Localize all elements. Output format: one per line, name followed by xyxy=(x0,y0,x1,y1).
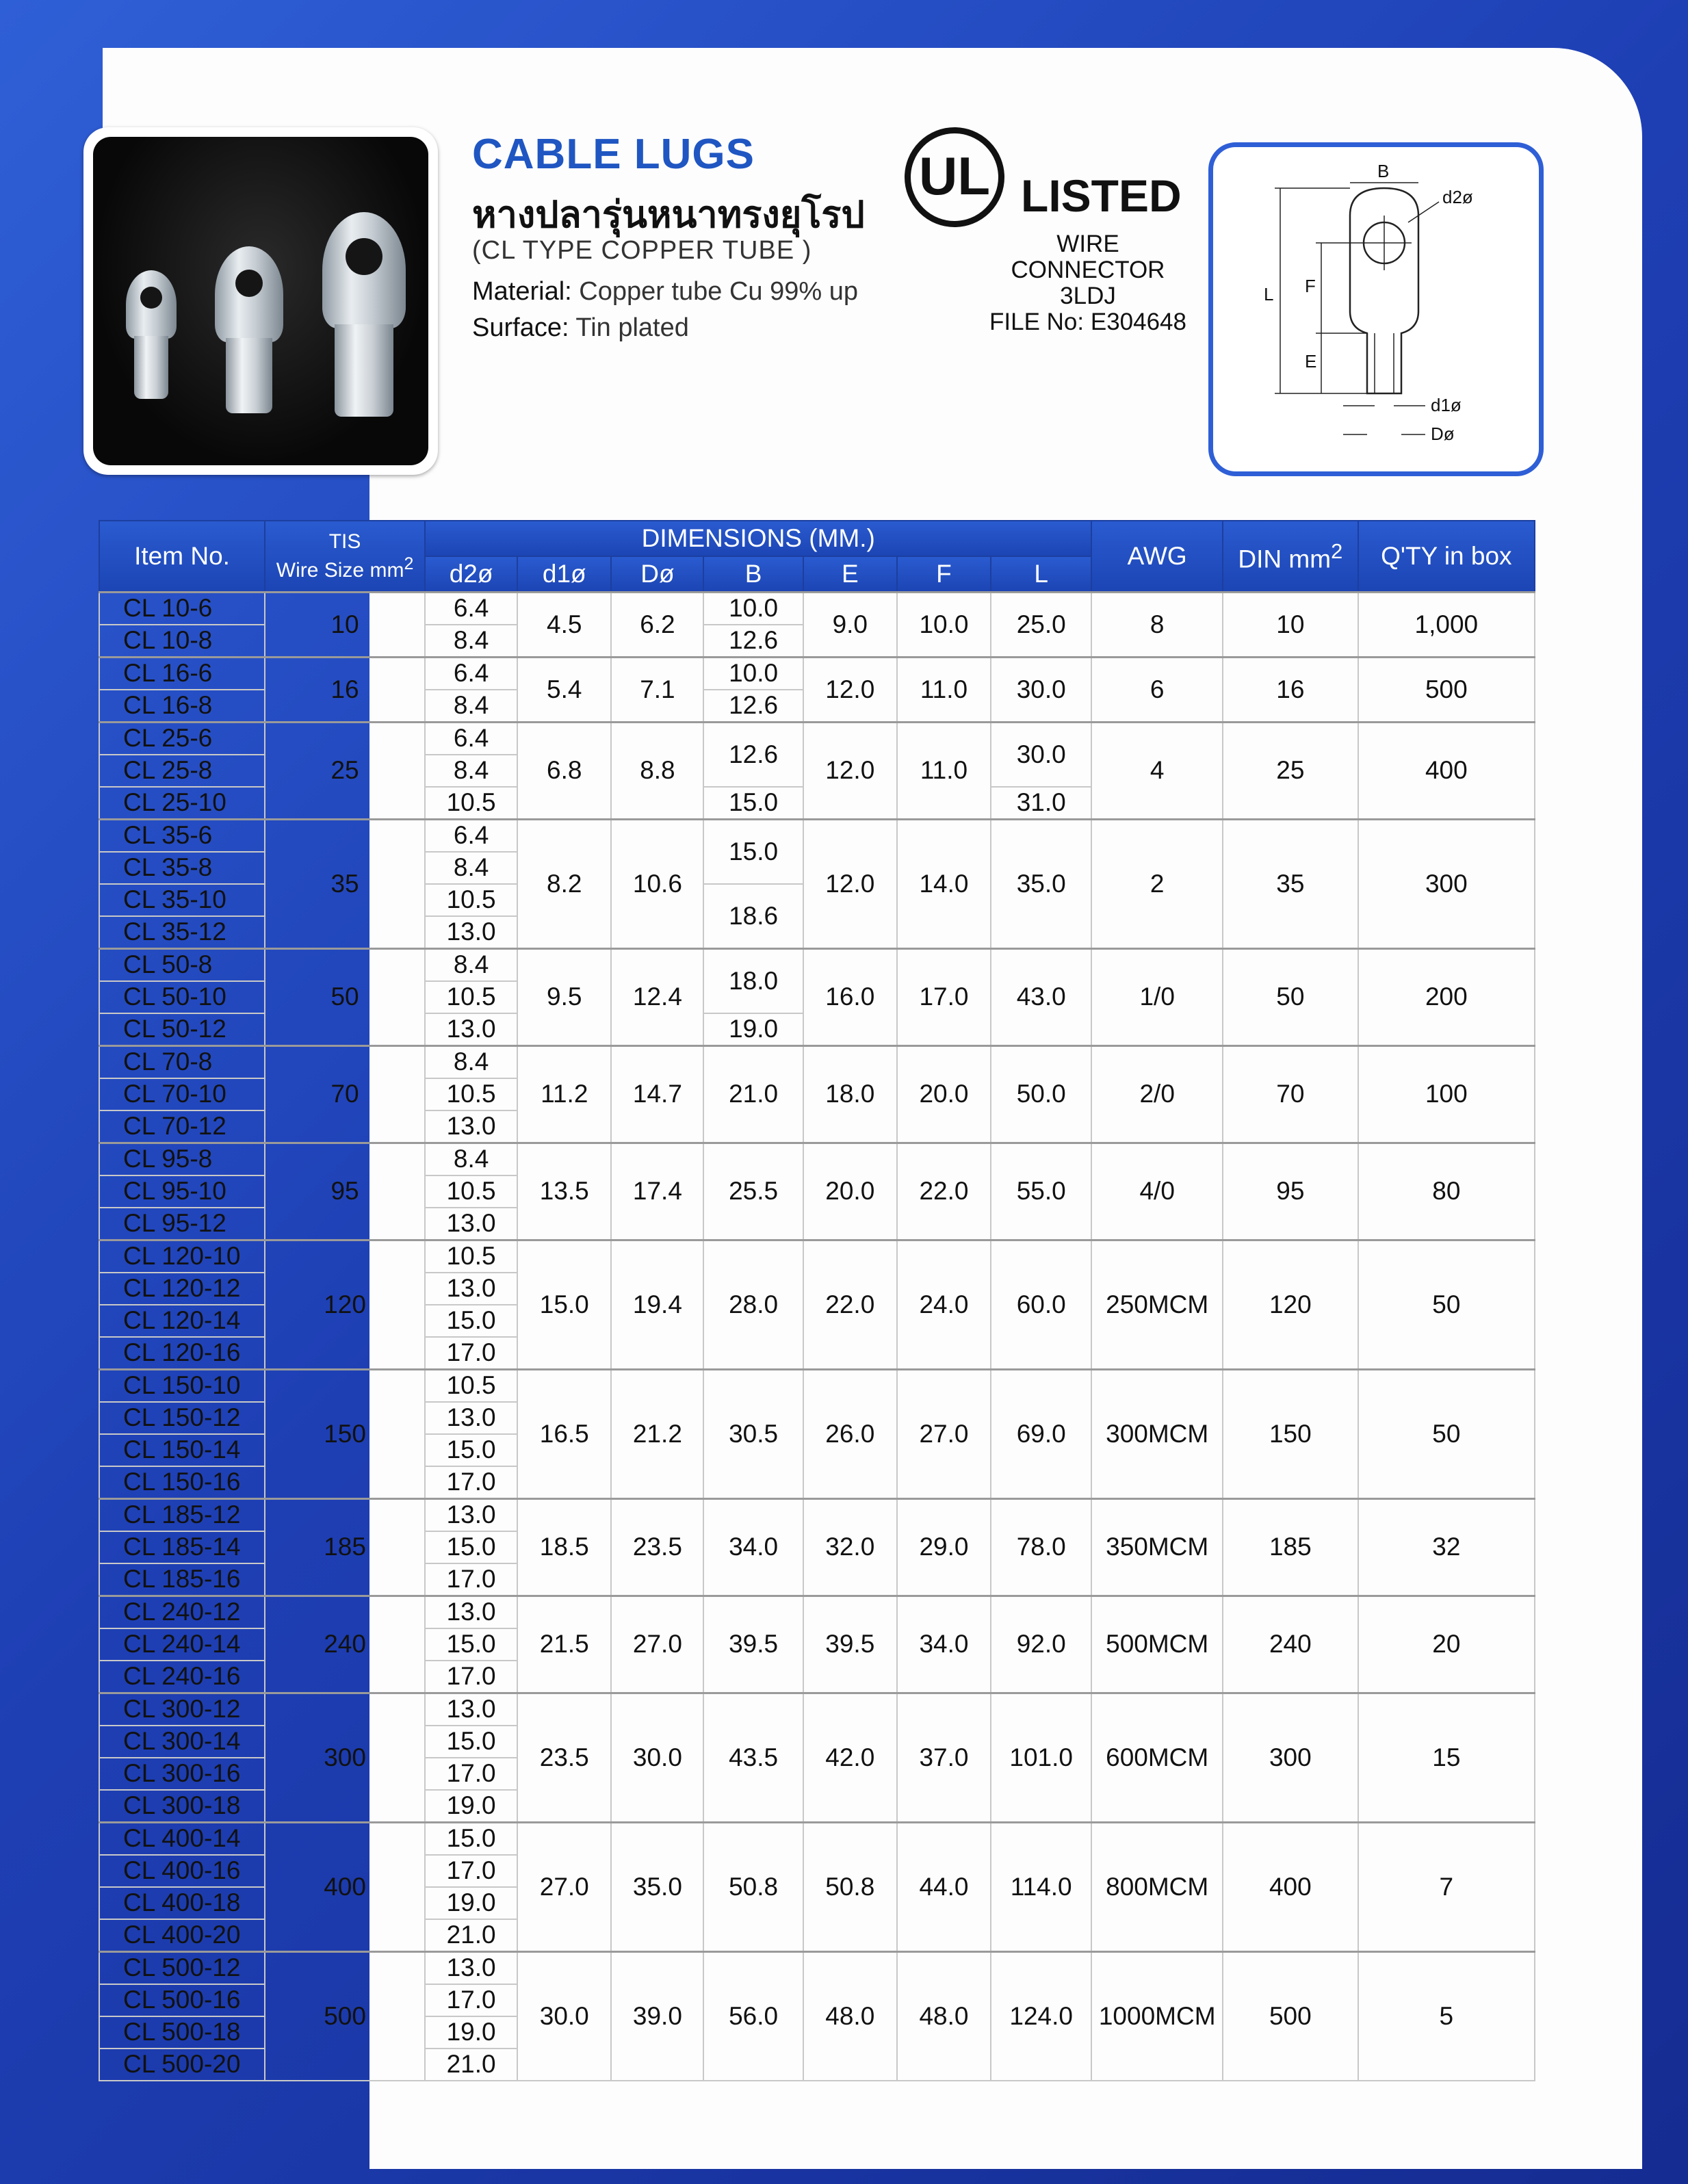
item-number: CL 10-6 xyxy=(99,592,265,625)
item-number: CL 16-6 xyxy=(99,657,265,690)
d1-value: 6.8 xyxy=(517,722,611,819)
qty-value: 400 xyxy=(1358,722,1535,819)
d1-value: 9.5 xyxy=(517,948,611,1045)
item-number: CL 185-16 xyxy=(99,1563,265,1596)
item-number: CL 300-12 xyxy=(99,1693,265,1726)
d2-value: 10.5 xyxy=(425,787,517,820)
ul-listed-text: LISTED xyxy=(1021,170,1182,221)
header-tis-line1: TIS xyxy=(328,530,361,553)
d2-value: 17.0 xyxy=(425,1984,517,2016)
d1-value: 13.5 xyxy=(517,1143,611,1240)
b-value: 15.0 xyxy=(703,787,803,820)
header-din-sup: 2 xyxy=(1331,538,1343,563)
tis-wire-size: 120 xyxy=(265,1240,425,1369)
item-number: CL 35-6 xyxy=(99,819,265,852)
big-d-value: 12.4 xyxy=(611,948,703,1045)
din-value: 35 xyxy=(1223,819,1358,948)
spec-table-body xyxy=(99,592,1535,2081)
material-label: Material: xyxy=(472,277,572,306)
header-big-d: Dø xyxy=(611,556,703,592)
item-number: CL 120-14 xyxy=(99,1305,265,1337)
label-e: E xyxy=(1305,351,1317,372)
d2-value: 15.0 xyxy=(425,1726,517,1758)
d1-value: 15.0 xyxy=(517,1240,611,1369)
din-value: 25 xyxy=(1223,722,1358,819)
big-d-value: 7.1 xyxy=(611,657,703,722)
label-b: B xyxy=(1377,161,1390,181)
big-d-value: 8.8 xyxy=(611,722,703,819)
d2-value: 19.0 xyxy=(425,2016,517,2049)
d2-value: 8.4 xyxy=(425,852,517,884)
f-value: 10.0 xyxy=(897,592,991,657)
e-value: 12.0 xyxy=(803,819,897,948)
e-value: 22.0 xyxy=(803,1240,897,1369)
table-row xyxy=(99,1045,1535,1078)
page-title: CABLE LUGS xyxy=(472,131,755,178)
awg-value: 1/0 xyxy=(1091,948,1223,1045)
tis-wire-size: 70 xyxy=(265,1045,425,1143)
item-number: CL 95-12 xyxy=(99,1208,265,1240)
awg-value: 600MCM xyxy=(1091,1693,1223,1822)
item-number: CL 400-18 xyxy=(99,1887,265,1919)
d2-value: 17.0 xyxy=(425,1855,517,1887)
d2-value: 8.4 xyxy=(425,1143,517,1175)
ul-line-3: FILE No: E304648 xyxy=(989,309,1186,335)
awg-value: 300MCM xyxy=(1091,1369,1223,1498)
d2-value: 10.5 xyxy=(425,1078,517,1110)
d1-value: 5.4 xyxy=(517,657,611,722)
label-d2: d2ø xyxy=(1442,187,1473,207)
awg-value: 500MCM xyxy=(1091,1596,1223,1693)
item-number: CL 120-10 xyxy=(99,1240,265,1273)
qty-value: 7 xyxy=(1358,1822,1535,1951)
surface-line xyxy=(472,313,689,343)
l-value: 114.0 xyxy=(991,1822,1091,1951)
b-value: 43.5 xyxy=(703,1693,803,1822)
item-number: CL 25-10 xyxy=(99,787,265,820)
item-number: CL 70-8 xyxy=(99,1045,265,1078)
awg-value: 4 xyxy=(1091,722,1223,819)
header-l: L xyxy=(991,556,1091,592)
ul-line-2: 3LDJ xyxy=(1060,283,1116,309)
d2-value: 13.0 xyxy=(425,1951,517,1984)
b-value: 12.6 xyxy=(703,625,803,658)
l-value: 43.0 xyxy=(991,948,1091,1045)
big-d-value: 30.0 xyxy=(611,1693,703,1822)
b-value: 30.5 xyxy=(703,1369,803,1498)
tis-wire-size: 240 xyxy=(265,1596,425,1693)
item-number: CL 150-14 xyxy=(99,1434,265,1466)
big-d-value: 10.6 xyxy=(611,819,703,948)
surface-label: Surface: xyxy=(472,313,569,342)
label-l: L xyxy=(1264,284,1274,304)
d2-value: 13.0 xyxy=(425,1273,517,1305)
f-value: 27.0 xyxy=(897,1369,991,1498)
header-b: B xyxy=(703,556,803,592)
product-type: (CL TYPE COPPER TUBE ) xyxy=(472,236,812,265)
f-value: 20.0 xyxy=(897,1045,991,1143)
header-din-text: DIN mm xyxy=(1238,544,1332,573)
item-number: CL 400-20 xyxy=(99,1919,265,1952)
item-number: CL 50-10 xyxy=(99,981,265,1013)
item-number: CL 150-10 xyxy=(99,1369,265,1402)
b-value: 18.6 xyxy=(703,884,803,949)
header-qty: Q'TY in box xyxy=(1358,521,1535,592)
e-value: 18.0 xyxy=(803,1045,897,1143)
e-value: 48.0 xyxy=(803,1951,897,2081)
d1-value: 11.2 xyxy=(517,1045,611,1143)
d2-value: 13.0 xyxy=(425,1498,517,1531)
f-value: 24.0 xyxy=(897,1240,991,1369)
item-number: CL 95-10 xyxy=(99,1175,265,1208)
d2-value: 6.4 xyxy=(425,819,517,852)
table-row xyxy=(99,819,1535,852)
thai-subtitle: หางปลารุ่นหนาทรงยุโรป xyxy=(472,194,865,235)
din-value: 95 xyxy=(1223,1143,1358,1240)
product-photo-image xyxy=(93,137,428,465)
awg-value: 6 xyxy=(1091,657,1223,722)
d2-value: 13.0 xyxy=(425,1208,517,1240)
header-tis-sup: 2 xyxy=(404,554,414,573)
header-d2: d2ø xyxy=(425,556,517,592)
l-value: 31.0 xyxy=(991,787,1091,820)
material-value: Copper tube Cu 99% up xyxy=(579,277,859,306)
f-value: 14.0 xyxy=(897,819,991,948)
big-d-value: 14.7 xyxy=(611,1045,703,1143)
d2-value: 17.0 xyxy=(425,1466,517,1499)
tis-wire-size: 10 xyxy=(265,592,425,657)
table-row xyxy=(99,1596,1535,1628)
e-value: 26.0 xyxy=(803,1369,897,1498)
header-tis-line2 xyxy=(265,553,424,582)
table-row xyxy=(99,948,1535,981)
item-number: CL 35-12 xyxy=(99,916,265,949)
dimension-diagram xyxy=(1208,142,1544,476)
item-number: CL 300-18 xyxy=(99,1790,265,1823)
l-value: 101.0 xyxy=(991,1693,1091,1822)
item-number: CL 300-16 xyxy=(99,1758,265,1790)
b-value: 10.0 xyxy=(703,657,803,690)
item-number: CL 185-12 xyxy=(99,1498,265,1531)
item-number: CL 500-20 xyxy=(99,2049,265,2081)
item-number: CL 16-8 xyxy=(99,690,265,723)
qty-value: 500 xyxy=(1358,657,1535,722)
f-value: 17.0 xyxy=(897,948,991,1045)
big-d-value: 6.2 xyxy=(611,592,703,657)
qty-value: 1,000 xyxy=(1358,592,1535,657)
e-value: 12.0 xyxy=(803,657,897,722)
e-value: 16.0 xyxy=(803,948,897,1045)
b-value: 21.0 xyxy=(703,1045,803,1143)
b-value: 15.0 xyxy=(703,819,803,884)
d2-value: 13.0 xyxy=(425,916,517,949)
table-row xyxy=(99,1951,1535,1984)
tis-wire-size: 150 xyxy=(265,1369,425,1498)
l-value: 60.0 xyxy=(991,1240,1091,1369)
awg-value: 350MCM xyxy=(1091,1498,1223,1596)
item-number: CL 400-14 xyxy=(99,1822,265,1855)
header-d1: d1ø xyxy=(517,556,611,592)
d2-value: 10.5 xyxy=(425,1240,517,1273)
din-value: 500 xyxy=(1223,1951,1358,2081)
tis-wire-size: 35 xyxy=(265,819,425,948)
d2-value: 15.0 xyxy=(425,1822,517,1855)
l-value: 30.0 xyxy=(991,657,1091,722)
d2-value: 8.4 xyxy=(425,625,517,658)
item-number: CL 25-8 xyxy=(99,755,265,787)
header-tis-text: Wire Size mm xyxy=(276,558,404,582)
din-value: 150 xyxy=(1223,1369,1358,1498)
d2-value: 15.0 xyxy=(425,1305,517,1337)
label-big-d: Dø xyxy=(1431,424,1455,444)
big-d-value: 35.0 xyxy=(611,1822,703,1951)
f-value: 11.0 xyxy=(897,657,991,722)
d1-value: 18.5 xyxy=(517,1498,611,1596)
f-value: 48.0 xyxy=(897,1951,991,2081)
item-number: CL 25-6 xyxy=(99,722,265,755)
l-value: 25.0 xyxy=(991,592,1091,657)
header-dimensions: DIMENSIONS (MM.) xyxy=(425,521,1091,556)
table-row xyxy=(99,1498,1535,1531)
item-number: CL 240-16 xyxy=(99,1661,265,1693)
big-d-value: 21.2 xyxy=(611,1369,703,1498)
tis-wire-size: 300 xyxy=(265,1693,425,1822)
awg-value: 2/0 xyxy=(1091,1045,1223,1143)
tis-wire-size: 500 xyxy=(265,1951,425,2081)
table-row xyxy=(99,1822,1535,1855)
d2-value: 17.0 xyxy=(425,1661,517,1693)
table-row xyxy=(99,1143,1535,1175)
item-number: CL 35-8 xyxy=(99,852,265,884)
d2-value: 17.0 xyxy=(425,1563,517,1596)
d2-value: 19.0 xyxy=(425,1887,517,1919)
item-number: CL 70-10 xyxy=(99,1078,265,1110)
header-din xyxy=(1223,521,1358,592)
item-number: CL 240-14 xyxy=(99,1628,265,1661)
item-number: CL 300-14 xyxy=(99,1726,265,1758)
product-photo xyxy=(83,127,438,475)
surface-value: Tin plated xyxy=(575,313,689,342)
table-row xyxy=(99,657,1535,690)
item-number: CL 240-12 xyxy=(99,1596,265,1628)
table-row xyxy=(99,1240,1535,1273)
item-number: CL 500-18 xyxy=(99,2016,265,2049)
label-d1: d1ø xyxy=(1431,395,1462,415)
l-value: 50.0 xyxy=(991,1045,1091,1143)
d2-value: 13.0 xyxy=(425,1013,517,1046)
d2-value: 21.0 xyxy=(425,1919,517,1952)
item-number: CL 10-8 xyxy=(99,625,265,658)
e-value: 9.0 xyxy=(803,592,897,657)
e-value: 39.5 xyxy=(803,1596,897,1693)
e-value: 12.0 xyxy=(803,722,897,819)
b-value: 18.0 xyxy=(703,948,803,1013)
header-tis xyxy=(265,521,425,592)
l-value: 69.0 xyxy=(991,1369,1091,1498)
b-value: 12.6 xyxy=(703,722,803,787)
lug-drawing xyxy=(1213,147,1539,471)
material-line xyxy=(472,277,858,307)
tis-wire-size: 25 xyxy=(265,722,425,819)
big-d-value: 39.0 xyxy=(611,1951,703,2081)
l-value: 55.0 xyxy=(991,1143,1091,1240)
e-value: 20.0 xyxy=(803,1143,897,1240)
d2-value: 17.0 xyxy=(425,1337,517,1370)
awg-value: 800MCM xyxy=(1091,1822,1223,1951)
d2-value: 8.4 xyxy=(425,1045,517,1078)
tis-wire-size: 50 xyxy=(265,948,425,1045)
label-f: F xyxy=(1305,276,1316,296)
qty-value: 50 xyxy=(1358,1240,1535,1369)
b-value: 12.6 xyxy=(703,690,803,723)
din-value: 400 xyxy=(1223,1822,1358,1951)
tis-wire-size: 400 xyxy=(265,1822,425,1951)
d2-value: 15.0 xyxy=(425,1434,517,1466)
d1-value: 23.5 xyxy=(517,1693,611,1822)
b-value: 28.0 xyxy=(703,1240,803,1369)
table-row xyxy=(99,722,1535,755)
d2-value: 6.4 xyxy=(425,657,517,690)
d2-value: 19.0 xyxy=(425,1790,517,1823)
tis-wire-size: 185 xyxy=(265,1498,425,1596)
ul-line-1: WIRE CONNECTOR xyxy=(1011,231,1165,283)
din-value: 185 xyxy=(1223,1498,1358,1596)
big-d-value: 17.4 xyxy=(611,1143,703,1240)
din-value: 16 xyxy=(1223,657,1358,722)
header-e: E xyxy=(803,556,897,592)
e-value: 32.0 xyxy=(803,1498,897,1596)
qty-value: 200 xyxy=(1358,948,1535,1045)
awg-value: 8 xyxy=(1091,592,1223,657)
d1-value: 16.5 xyxy=(517,1369,611,1498)
b-value: 19.0 xyxy=(703,1013,803,1046)
item-number: CL 500-16 xyxy=(99,1984,265,2016)
tis-wire-size: 95 xyxy=(265,1143,425,1240)
spec-table xyxy=(99,520,1535,2081)
item-number: CL 50-8 xyxy=(99,948,265,981)
din-value: 300 xyxy=(1223,1693,1358,1822)
b-value: 10.0 xyxy=(703,592,803,625)
item-number: CL 120-12 xyxy=(99,1273,265,1305)
big-d-value: 23.5 xyxy=(611,1498,703,1596)
d2-value: 6.4 xyxy=(425,592,517,625)
f-value: 44.0 xyxy=(897,1822,991,1951)
l-value: 92.0 xyxy=(991,1596,1091,1693)
d2-value: 13.0 xyxy=(425,1110,517,1143)
table-row xyxy=(99,1693,1535,1726)
qty-value: 50 xyxy=(1358,1369,1535,1498)
d2-value: 10.5 xyxy=(425,1369,517,1402)
d1-value: 21.5 xyxy=(517,1596,611,1693)
item-number: CL 95-8 xyxy=(99,1143,265,1175)
awg-value: 1000MCM xyxy=(1091,1951,1223,2081)
b-value: 34.0 xyxy=(703,1498,803,1596)
item-number: CL 185-14 xyxy=(99,1531,265,1563)
l-value: 124.0 xyxy=(991,1951,1091,2081)
awg-value: 2 xyxy=(1091,819,1223,948)
qty-value: 5 xyxy=(1358,1951,1535,2081)
din-value: 50 xyxy=(1223,948,1358,1045)
l-value: 78.0 xyxy=(991,1498,1091,1596)
d2-value: 17.0 xyxy=(425,1758,517,1790)
b-value: 25.5 xyxy=(703,1143,803,1240)
din-value: 10 xyxy=(1223,592,1358,657)
d1-value: 4.5 xyxy=(517,592,611,657)
e-value: 50.8 xyxy=(803,1822,897,1951)
item-number: CL 150-16 xyxy=(99,1466,265,1499)
qty-value: 15 xyxy=(1358,1693,1535,1822)
f-value: 37.0 xyxy=(897,1693,991,1822)
b-value: 50.8 xyxy=(703,1822,803,1951)
d1-value: 30.0 xyxy=(517,1951,611,2081)
big-d-value: 27.0 xyxy=(611,1596,703,1693)
b-value: 56.0 xyxy=(703,1951,803,2081)
f-value: 29.0 xyxy=(897,1498,991,1596)
d2-value: 21.0 xyxy=(425,2049,517,2081)
d2-value: 13.0 xyxy=(425,1596,517,1628)
din-value: 70 xyxy=(1223,1045,1358,1143)
f-value: 34.0 xyxy=(897,1596,991,1693)
header-f: F xyxy=(897,556,991,592)
b-value: 39.5 xyxy=(703,1596,803,1693)
item-number: CL 35-10 xyxy=(99,884,265,916)
d2-value: 13.0 xyxy=(425,1402,517,1434)
item-number: CL 70-12 xyxy=(99,1110,265,1143)
ul-certification xyxy=(978,231,1197,335)
header-awg: AWG xyxy=(1091,521,1223,592)
din-value: 120 xyxy=(1223,1240,1358,1369)
item-number: CL 50-12 xyxy=(99,1013,265,1046)
big-d-value: 19.4 xyxy=(611,1240,703,1369)
qty-value: 100 xyxy=(1358,1045,1535,1143)
header-item: Item No. xyxy=(99,521,265,592)
f-value: 22.0 xyxy=(897,1143,991,1240)
e-value: 42.0 xyxy=(803,1693,897,1822)
item-number: CL 150-12 xyxy=(99,1402,265,1434)
d1-value: 8.2 xyxy=(517,819,611,948)
qty-value: 20 xyxy=(1358,1596,1535,1693)
d2-value: 10.5 xyxy=(425,884,517,916)
din-value: 240 xyxy=(1223,1596,1358,1693)
d2-value: 13.0 xyxy=(425,1693,517,1726)
d1-value: 27.0 xyxy=(517,1822,611,1951)
d2-value: 8.4 xyxy=(425,690,517,723)
f-value: 11.0 xyxy=(897,722,991,819)
l-value: 35.0 xyxy=(991,819,1091,948)
table-row xyxy=(99,592,1535,625)
tis-wire-size: 16 xyxy=(265,657,425,722)
d2-value: 8.4 xyxy=(425,948,517,981)
item-number: CL 120-16 xyxy=(99,1337,265,1370)
d2-value: 15.0 xyxy=(425,1531,517,1563)
d2-value: 15.0 xyxy=(425,1628,517,1661)
d2-value: 10.5 xyxy=(425,981,517,1013)
item-number: CL 500-12 xyxy=(99,1951,265,1984)
d2-value: 8.4 xyxy=(425,755,517,787)
l-value: 30.0 xyxy=(991,722,1091,787)
d2-value: 6.4 xyxy=(425,722,517,755)
d2-value: 10.5 xyxy=(425,1175,517,1208)
item-number: CL 400-16 xyxy=(99,1855,265,1887)
table-row xyxy=(99,1369,1535,1402)
awg-value: 250MCM xyxy=(1091,1240,1223,1369)
ul-logo: UL xyxy=(905,127,1004,227)
awg-value: 4/0 xyxy=(1091,1143,1223,1240)
qty-value: 32 xyxy=(1358,1498,1535,1596)
qty-value: 300 xyxy=(1358,819,1535,948)
qty-value: 80 xyxy=(1358,1143,1535,1240)
